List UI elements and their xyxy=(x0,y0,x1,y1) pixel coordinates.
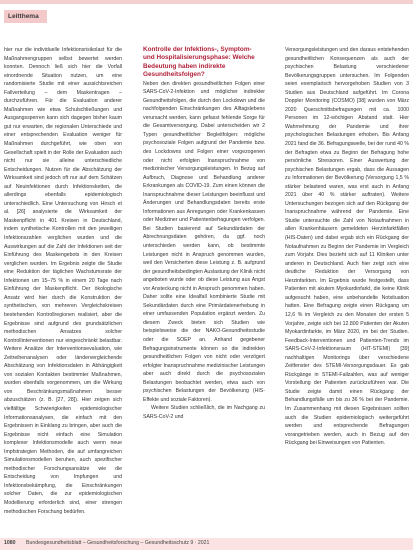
column-middle-text-continued: Weitere Studien schließlich, die im Nachgang zu SARS-CoV-2 und xyxy=(143,405,265,420)
column-middle xyxy=(143,46,265,422)
page-number: 1080 xyxy=(4,540,16,546)
column-left xyxy=(4,46,122,516)
journal-citation: Bundesgesundheitsblatt – Gesundheitsforschung – Gesundheitsschutz 9 · 2021 xyxy=(26,540,210,546)
column-left-text: hier nur die individuelle Infektionsrisikolast für die Maßnahmengruppen selbst bewertet werden konnten. Dennoch ließ sich hier die Vorfall einordnende Situation nutzen, um eine randomisierte Studie mit einer aussichtsreichen Fallverteilung – dem Maskentragen – durchzuführen. Für die Evaluation anderer Maßnahmen wie etwa Schulschließungen und Ausgangssperren kann sich dagegen bisher kaum gut nur erwarten, die regionalen Unterschiede und einer entsprechenden Evaluation weniger für Maßnahmen durchgeführt, wie oben von Gesellschaft spielt in der Rolle der Evaluation auch nicht nur sie alleine unterschiedliche Entscheidungen. Nutzen für die Abschätzung der Wirksamkeit sind jedoch oft nur auf dem Schätzen auf Neuinfektionen durch Infektionsketten, die allerdings ebenfalls epidemiologisch unterschiedlich. Eine Untersuchung von Hirsch et al. [26] analysierte die Wirksamkeit der Maskenpflicht in 401 Kreisen in Deutschland, indem synthetische Kontrollen mit den jeweiligen Infektionszahlen verglichen wurden und die Auswirkungen auf die Zahl der Infektionen seit der Einführung des Maskengebots in den Kreisen verglichen wurden. Im Ergebnis zeigte die Studie eine Reduktion der täglichen Wachstumsrate der Infektionen um 15–75 % in einem 20 Tage nach Einführung der Maskenpflicht. Der ökologische Ansatz wird hier durch die Konstruktion der synthetischen, von mehreren Vergleichskreisen bestehenden Kontrollregionen realisiert, aber die Ergebnisse sind aufgrund des grundsätzlichen methodischen Ansatzes solcher Kontrollinterventionen nur eingeschränkt belastbar. Weitere Ansätze der Interventionsevaluation, wie Zeitreihenanalysen oder ländervergleichende Abschätzung von Infektionsdaten in Abhängigkeit von sozialen Kontakten bestimmter Maßnahmen, wurden ebenfalls vorgenommen, um die Wirkung von Beschränkungsmaßnahmen besser abzuschätzen (z. B. [27, 28]). Hier zeigen sich vielfältige Schwierigkeiten epidemiologischer Informationsanalysen, die einfach mit den Ergebnissen in Einklang zu bringen, aber auch die Ergebnisse nicht einfach eine Simulation komplexer Infektionsmodelle auch wenn neue Impfstrategien Methoden, die auf umfangreichen Simulationsmodellen beruhen, auch spezifischer methodischer Forschungsansätze wie die Entscheidung von Impfungen und Infektionsbekämpfung, die Einschränkungen solcher Daten, die zur epidemiologischen Modellierung erforderlich sind, einer strengen methodischen Forschung bedürfen. xyxy=(4,47,122,515)
column-middle-text: Neben den direkten gesundheitlichen Folgen einer SARS-CoV-2-Infektion und möglicher indirekter Gesundheitsfolgen, die durch den Lockdown und die nachfolgenden Einschränkungen des Alltagslebens verursacht werden, kann gefasst fehlende Sorge für die Gesamtversorgung. Dabei unterscheiden wir 2 Typen gesundheitlicher Begleitfolgen: mögliche psychosoziale Folgen aufgrund der Pandemie bzw. des Lockdowns und Folgen einer vorgezogenen oder nicht erfolgten Inanspruchnahme von medizinischer Versorgungsleistungen. In Bezug auf Aufbruch, Diagnose und Behandlung anderer Erkrankungen als COVID-19. Zum einen können die Inanspruchnahme dieser Leistungen beeinflusst und Änderungen und Behandlungsdaten bereits erste Informationen aus Anregungen oder Krankenkassen oder Mediziner und Patientenbefragungen verfolgen. Bei Studien basierend auf Sekundärdaten der Abrechnungsdaten gehören, da ggf. noch unterschieden werden kann, ob bestimmte Leistungen nicht in Anspruch genommen wurden, weil den Versicherten diese Leistung z. B. aufgrund der gesundheitsbedingten Auslastung der Klinik nicht angeboten wurde oder ob diese Leistung aus Angst vor Ansteckung nicht in Anspruch genommen haben. Daher sollte eine Idealfall kombinierte Studie mit Sekundärdaten durch eine Primärdatenerhebung in einer umfassenden Population ergänzt werden. Zu diesem Zweck bieten sich Studien wie beispielsweise die der NAKO-Gesundheitsstudie oder die SOEP an. Anhand gegebener Befragungsinstrumente können so die indirekten gesundheitlichen Folgen von nicht oder verzögert erfolgter Inanspruchnahme medizinischer Leistungen aber auch direkt durch die psychosozialen Belastungen beobachtet werden, etwa auch von psychischen Belastungen der Bevölkerung (HIS-Effekte und soziale Faktoren). xyxy=(143,80,265,403)
section-label: Leitthema xyxy=(4,10,47,23)
section-heading: Kontrolle der Infektions-, Symptom- und Hospitalisierungsphase: Welche Bedeutung haben indirekte Gesundheitsfolgen? xyxy=(143,46,255,79)
page-footer xyxy=(0,538,413,550)
column-right-text: Versorgungsleistungen und den daraus entstehenden gesundheitlichen Konsequenzen als auch der psychischen Belastung verschiedener Bevölkerungsgruppen untersuchen. Im Folgenden seien exemplarisch hervorgehoben Studien von 3 Studien aus Deutschland aufgeführt. Im Corona Doppler Monitoring (COSMO) [38] wurden von März 2020 Querschnittsbefragungen mit ca. 1000 Personen im 12-wöchigen Abstand statt. Hier Wahrnehmung der Pandemie und ihrer psychologischen Belastungen erhoben. Bis Anfang 2021 fand die 36. Befragungswelle, bei der rund 40 % der Befragten etwa zu Beginn der Befragung hohe persönliche Stressoren. Einer Auswertung der psychischen Belastungen ergab, dass die Aussagen zu Informationen der Bevölkerung (Versorgung 1,5 % stärker belastend waren, was erst auch in Anfang 2021 über 40 % stärker auftraten). Weitere Untersuchungen bezogen sich auf den Rückgang der Inanspruchnahme während der Pandemie. Eine Studie untersuchte die Zahl von Notaufnahmen in allen Krankenhäusern gemeldeten Herzinfarktfällen (HIS-Daten) und dabei ergab sich ein Rückgang der Notaufnahmen zu Beginn der Pandemie im Vergleich zum Vorjahr. Dies bezieht sich auf 11 Kliniken unter anderen in Deutschland. Auch hier zeigt sich eine deutliche Reduktion der Versorgung von Herzinfarkten. Im Ergebnis wurde festgestellt, dass Patienten mit akutem Myokardinfarkt, die keine Klinik aufgesucht haben, eine unbehandelte Notsituation hatten. Eine Befragung zeigte einen Rückgang um 12,6 % im Vergleich zu den Monaten der ersten 5 Vorjahre, zeigte sich bei 12.800 Patienten der Akuten Myokardinfarkte, im März 2020, im bei der Studien. Feedback-Interventionen und Patienten-Trends im SARS-CoV-2-Infektionsraum (HIT-STEMI) [39] nachhaltigen Monitorings über verschiedene Zeitfenster des STEMI-Versorgungsdauer. Es gab Rückgänge in STEMI-Fallzahlen, was auf weniger Vorstellung der Patienten zurückzuführen war. Die Studie zeigte damit einen Rückgang der Behandlungsfälle um bis zu 36 % bei der Pandemie. Im Zusammenhang mit diesen Ergebnissen sollten auch die Studien epidemiologisch weitergeführt werden und entsprechende Befragungen vorangetrieben werden, auch in Bezug auf den Rückgang bei Einweisungen von Patienten. xyxy=(285,47,409,447)
top-color-bar xyxy=(0,0,413,4)
column-right xyxy=(285,46,409,448)
